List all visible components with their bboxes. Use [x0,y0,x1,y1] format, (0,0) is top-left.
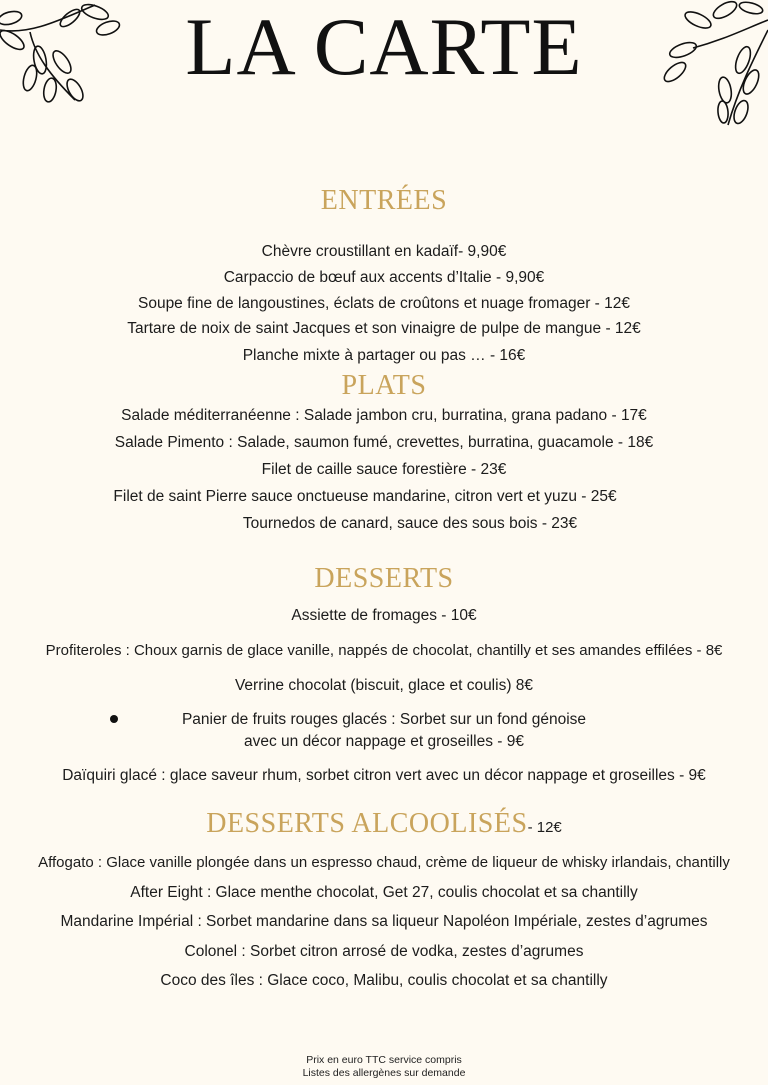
menu-item: Salade méditerranéenne : Salade jambon cru, burratina, grana padano - 17€ [121,407,647,424]
menu-item: Planche mixte à partager ou pas … - 16€ [242,347,526,364]
section-title-plats: PLATS [341,370,427,401]
section-title-entrees: ENTRÉES [320,185,448,216]
menu-item: Coco des îles : Glace coco, Malibu, coulis chocolat et sa chantilly [160,972,608,989]
section-title-desserts-alcoolises [0,808,768,840]
section-title-desserts: DESSERTS [314,563,454,594]
menu-item: After Eight : Glace menthe chocolat, Get 27, coulis chocolat et sa chantilly [130,884,638,901]
menu-item: Chèvre croustillant en kadaïf- 9,90€ [261,243,507,260]
menu-item: Filet de caille sauce forestière - 23€ [261,461,507,478]
menu-item: Salade Pimento : Salade, saumon fumé, crevettes, burratina, guacamole - 18€ [114,434,654,451]
footer-allergen-note: Listes des allergènes sur demande [302,1067,466,1079]
menu-item: Panier de fruits rouges glacés : Sorbet sur un fond génoise [181,711,587,728]
menu-item: Affogato : Glace vanille plongée dans un espresso chaud, crème de liqueur de whisky irlandais, chantilly [38,854,730,871]
menu-item: Daïquiri glacé : glace saveur rhum, sorbet citron vert avec un décor nappage et groseilles - 9€ [62,767,706,784]
menu-item: Tartare de noix de saint Jacques et son vinaigre de pulpe de mangue - 12€ [127,320,641,337]
footer-price-note: Prix en euro TTC service compris [306,1054,462,1066]
menu-item: Carpaccio de bœuf aux accents d’Italie - 9,90€ [223,269,545,286]
section-price: - 12€ [527,819,562,836]
menu-item: Mandarine Impérial : Sorbet mandarine dans sa liqueur Napoléon Impériale, zestes d’agrumes [60,913,708,930]
page-title: LA CARTE [185,1,583,92]
menu-item: Soupe fine de langoustines, éclats de croûtons et nuage fromager - 12€ [137,295,631,312]
menu-item: Verrine chocolat (biscuit, glace et coulis) 8€ [234,677,534,694]
section-title-text: DESSERTS ALCOOLISÉS [206,808,528,839]
menu-item-continuation: avec un décor nappage et groseilles - 9€ [243,733,525,750]
menu-item: Tournedos de canard, sauce des sous bois - 23€ [242,515,578,532]
menu-item: Colonel : Sorbet citron arrosé de vodka, zestes d’agrumes [184,943,584,960]
menu-item: Assiette de fromages - 10€ [291,607,477,624]
menu-item: Profiteroles : Choux garnis de glace vanille, nappés de chocolat, chantilly et ses amandes effilées - 8€ [45,642,723,659]
menu-item: Filet de saint Pierre sauce onctueuse mandarine, citron vert et yuzu - 25€ [113,488,617,505]
